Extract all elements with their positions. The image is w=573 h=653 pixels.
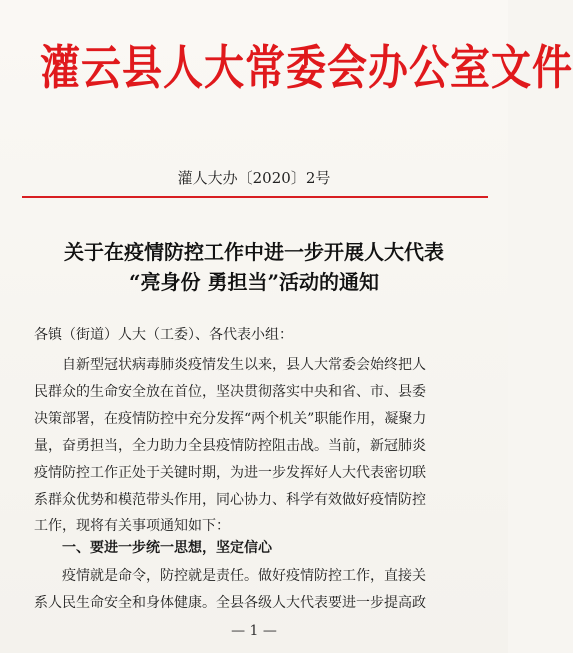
body-line: 决策部署，在疫情防控中充分发挥“两个机关”职能作用，凝聚力 — [34, 411, 427, 427]
salutation: 各镇（街道）人大（工委）、各代表小组： — [34, 327, 293, 343]
section-heading-1: 一、要进一步统一思想，坚定信心 — [62, 540, 272, 556]
notice-title-line-2: “亮身份 勇担当”活动的通知 — [129, 270, 379, 294]
page-number: — 1 — — [231, 623, 277, 639]
document-masthead: 灌云县人大常委会办公室文件 — [40, 41, 573, 96]
body-line: 工作，现将有关事项通知如下： — [34, 518, 230, 534]
red-divider-line — [22, 196, 488, 198]
notice-title — [30, 237, 478, 297]
body-line: 民群众的生命安全放在首位，坚决贯彻落实中央和省、市、县委 — [34, 384, 426, 400]
body-line: 系群众优势和模范带头作用，同心协力、科学有效做好疫情防控 — [34, 492, 426, 508]
section-line: 疫情就是命令，防控就是责任。做好疫情防控工作，直接关 — [62, 568, 426, 584]
notice-title-line-1: 关于在疫情防控工作中进一步开展人大代表 — [64, 240, 444, 264]
section-line: 系人民生命安全和身体健康。全县各级人大代表要进一步提高政 — [34, 595, 426, 611]
document-number: 灌人大办〔2020〕2号 — [177, 169, 331, 187]
body-line: 量，奋勇担当，全力助力全县疫情防控阻击战。当前，新冠肺炎 — [34, 438, 426, 454]
body-line: 自新型冠状病毒肺炎疫情发生以来，县人大常委会始终把人 — [62, 357, 426, 373]
body-line: 疫情防控工作正处于关键时期，为进一步发挥好人大代表密切联 — [34, 465, 426, 481]
